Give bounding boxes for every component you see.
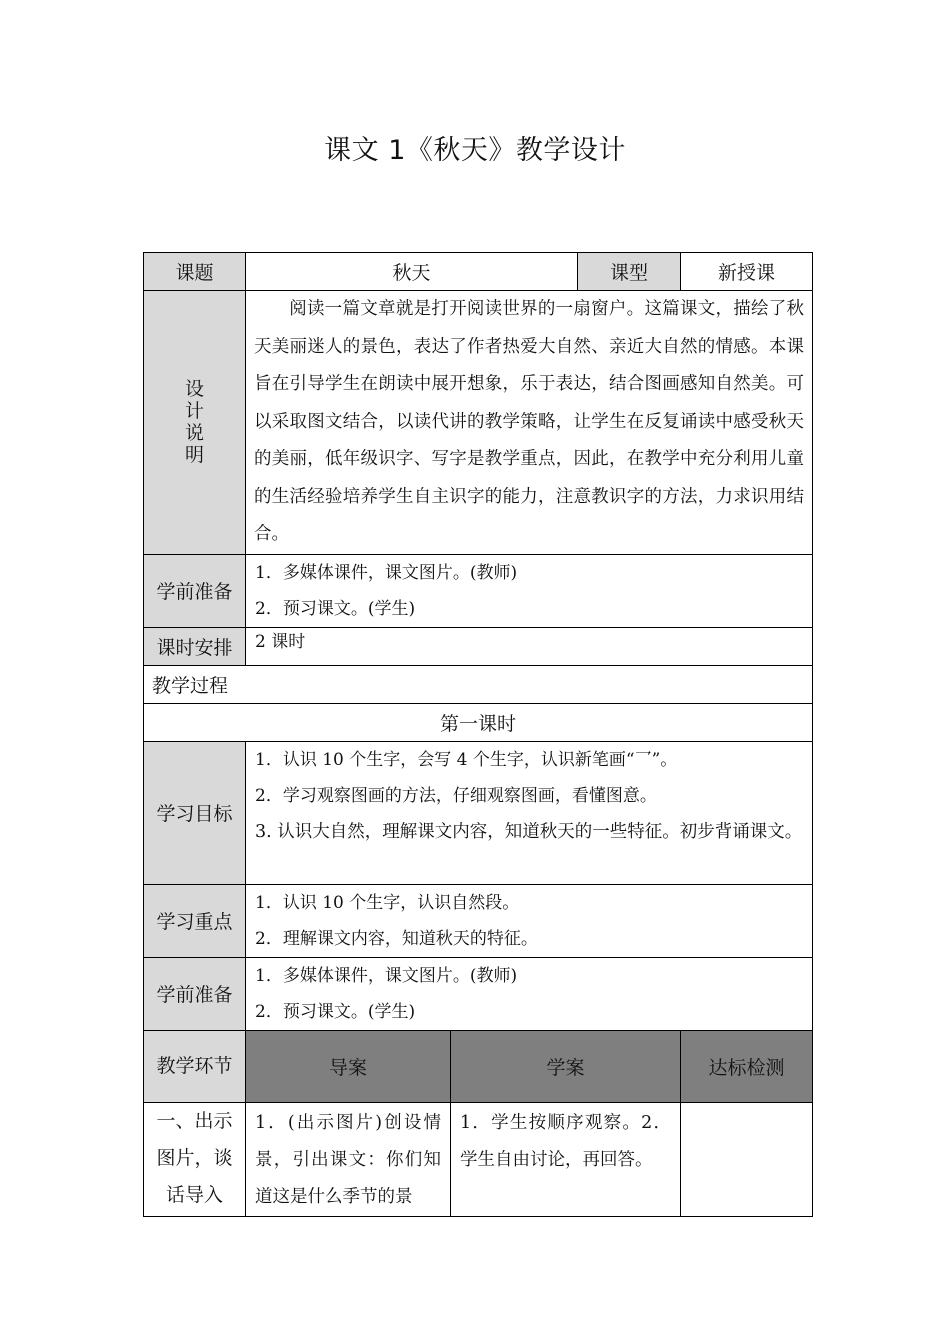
design-label <box>144 291 246 555</box>
preparation2-content <box>246 957 813 1030</box>
lesson-plan-table <box>143 252 813 1217</box>
topic-label: 课题 <box>144 253 246 291</box>
goal-item: 2．学习观察图画的方法，仔细观察图画，看懂图意。 <box>255 785 657 806</box>
goal-item: 3. 认识大自然，理解课文内容，知道秋天的一些特征。初步背诵课文。 <box>255 821 803 842</box>
step-one-guide: 1．(出示图片)创设情景，引出课文：你们知道这是什么季节的景 <box>246 1102 451 1216</box>
lesson-one-row <box>144 703 813 741</box>
goal-item: 1．认识 10 个生字，会写 4 个生字，认识新笔画“乛”。 <box>255 749 678 770</box>
header-row <box>144 253 813 291</box>
preparation-row <box>144 554 813 627</box>
step-one-stage: 一、出示图片，谈话导入 <box>144 1102 246 1216</box>
preparation-item: 2．预习课文。(学生) <box>255 598 416 619</box>
process-label: 教学过程 <box>144 665 813 703</box>
goals-content <box>246 741 813 884</box>
guide-column-header: 导案 <box>246 1030 451 1102</box>
preparation-label: 学前准备 <box>144 554 246 627</box>
schedule-content <box>246 627 813 665</box>
preparation-item: 1．多媒体课件，课文图片。(教师) <box>255 562 518 583</box>
preparation2-item: 1．多媒体课件，课文图片。(教师) <box>255 965 518 986</box>
schedule-value: 2 课时 <box>255 631 306 652</box>
preparation2-item: 2．预习课文。(学生) <box>255 1001 416 1022</box>
goals-label: 学习目标 <box>144 741 246 884</box>
design-paragraph: 阅读一篇文章就是打开阅读世界的一扇窗户。这篇课文，描绘了秋天美丽迷人的景色，表达了作者热爱大自然、亲近大自然的情感。本课旨在引导学生在朗读中展开想象，乐于表达，结合图画感知自然美。可以采取图文结合，以读代讲的教学策略，让学生在反复诵读中感受秋天的美丽，低年级识字、写字是教学重点，因此，在教学中充分利用儿童的生活经验培养学生自主识字的能力，注意教识字的方法，力求识用结合。 <box>254 299 805 544</box>
lesson-one-heading: 第一课时 <box>144 703 813 741</box>
step-one-check <box>681 1102 813 1216</box>
step-one-study: 1．学生按顺序观察。2．学生自由讨论，再回答。 <box>451 1102 681 1216</box>
page-title: 课文 1《秋天》教学设计 <box>324 135 626 166</box>
design-label-char: 设 <box>184 378 204 401</box>
topic-value: 秋天 <box>246 253 578 291</box>
preparation-content <box>246 554 813 627</box>
focus-content <box>246 884 813 957</box>
type-value: 新授课 <box>681 253 813 291</box>
stage-column-header: 教学环节 <box>144 1030 246 1102</box>
preparation2-label: 学前准备 <box>144 957 246 1030</box>
schedule-row <box>144 627 813 665</box>
design-label-char: 明 <box>184 444 204 467</box>
design-label-char: 计 <box>184 400 204 423</box>
type-label: 课型 <box>578 253 681 291</box>
focus-row <box>144 884 813 957</box>
design-row <box>144 291 813 555</box>
focus-item: 1．认识 10 个生字，认识自然段。 <box>255 892 520 913</box>
focus-item: 2．理解课文内容，知道秋天的特征。 <box>255 928 538 949</box>
goals-row <box>144 741 813 884</box>
schedule-label: 课时安排 <box>144 627 246 665</box>
focus-label: 学习重点 <box>144 884 246 957</box>
columns-row <box>144 1030 813 1102</box>
process-row <box>144 665 813 703</box>
study-column-header: 学案 <box>451 1030 681 1102</box>
design-label-char: 说 <box>184 422 204 445</box>
step-one-row <box>144 1102 813 1216</box>
check-column-header: 达标检测 <box>681 1030 813 1102</box>
preparation2-row <box>144 957 813 1030</box>
design-text <box>246 291 813 555</box>
